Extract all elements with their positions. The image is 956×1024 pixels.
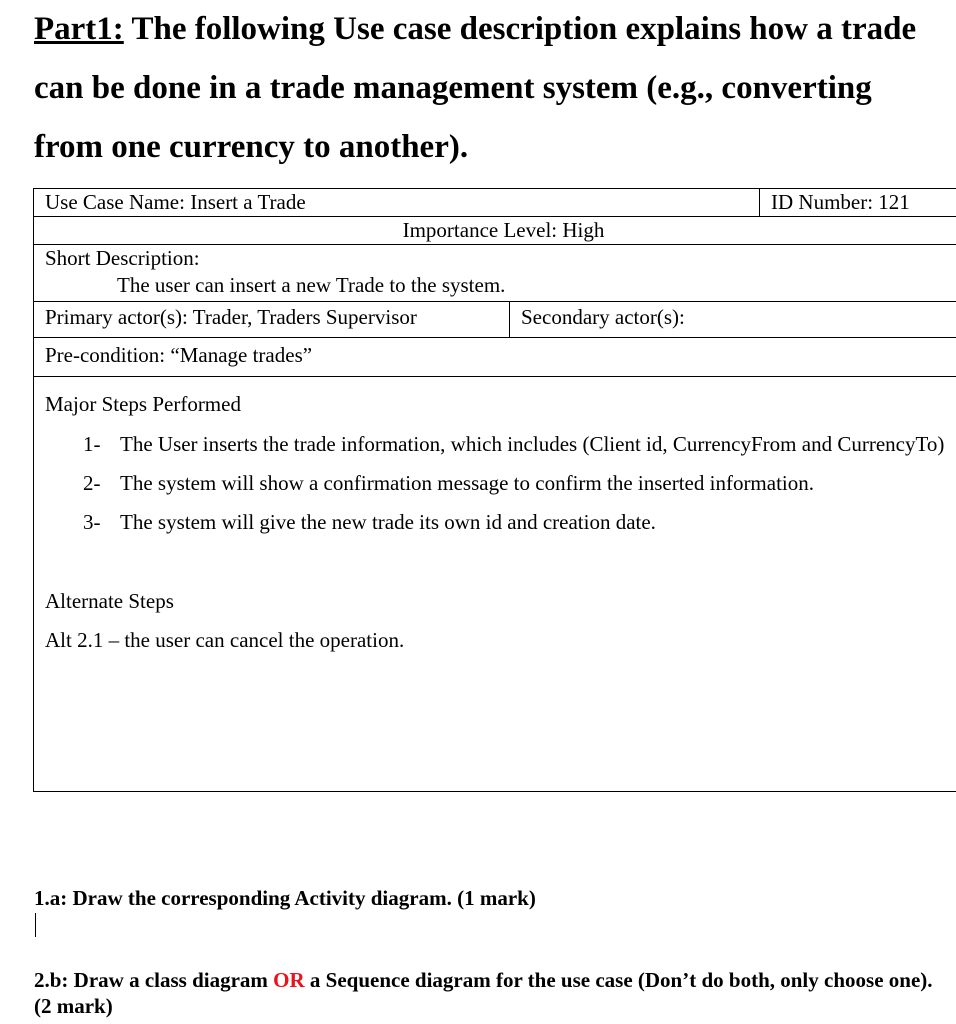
alternate-step: Alt 2.1 – the user can cancel the operation. bbox=[45, 628, 405, 652]
major-steps-list bbox=[45, 431, 956, 535]
step-text: The system will show a confirmation message to confirm the inserted information. bbox=[120, 471, 815, 495]
step-item bbox=[83, 431, 956, 457]
question-1a: 1.a: Draw the corresponding Activity diagram. (1 mark) bbox=[34, 886, 536, 910]
short-description-text: The user can insert a new Trade to the system. bbox=[117, 273, 506, 297]
use-case-table bbox=[33, 188, 956, 792]
step-number: 3- bbox=[83, 510, 101, 534]
step-number: 1- bbox=[83, 432, 101, 456]
step-text: The User inserts the trade information, which includes (Client id, CurrencyFrom and CurrencyTo) bbox=[120, 432, 945, 456]
steps-cell bbox=[34, 377, 956, 792]
primary-actors: Primary actor(s): Trader, Traders Supervisor bbox=[34, 302, 510, 338]
question-2b-part2: a Sequence diagram for the use case (Don’t do both, only choose one). (2 mark) bbox=[34, 968, 933, 1018]
or-emphasis: OR bbox=[273, 968, 305, 992]
major-steps-title: Major Steps Performed bbox=[45, 392, 241, 416]
text-cursor bbox=[35, 913, 36, 937]
step-item bbox=[83, 509, 956, 535]
use-case-name: Use Case Name: Insert a Trade bbox=[34, 189, 760, 217]
short-description-cell bbox=[34, 245, 956, 302]
importance-level: Importance Level: High bbox=[34, 217, 956, 245]
step-text: The system will give the new trade its own id and creation date. bbox=[120, 510, 656, 534]
step-number: 2- bbox=[83, 471, 101, 495]
short-description-label: Short Description: bbox=[45, 246, 200, 270]
alternate-steps-title: Alternate Steps bbox=[45, 589, 174, 613]
secondary-actors: Secondary actor(s): bbox=[510, 302, 956, 338]
use-case-id: ID Number: 121 bbox=[760, 189, 956, 217]
step-item bbox=[83, 470, 956, 496]
heading-text: The following Use case description explains how a trade can be done in a trade management system (e.g., converting from one currency to another). bbox=[34, 11, 917, 165]
question-2b bbox=[34, 967, 934, 1019]
precondition: Pre-condition: “Manage trades” bbox=[34, 338, 956, 377]
part-label: Part1: bbox=[34, 11, 124, 47]
question-2b-part1: 2.b: Draw a class diagram bbox=[34, 968, 274, 992]
page-heading bbox=[34, 0, 934, 177]
